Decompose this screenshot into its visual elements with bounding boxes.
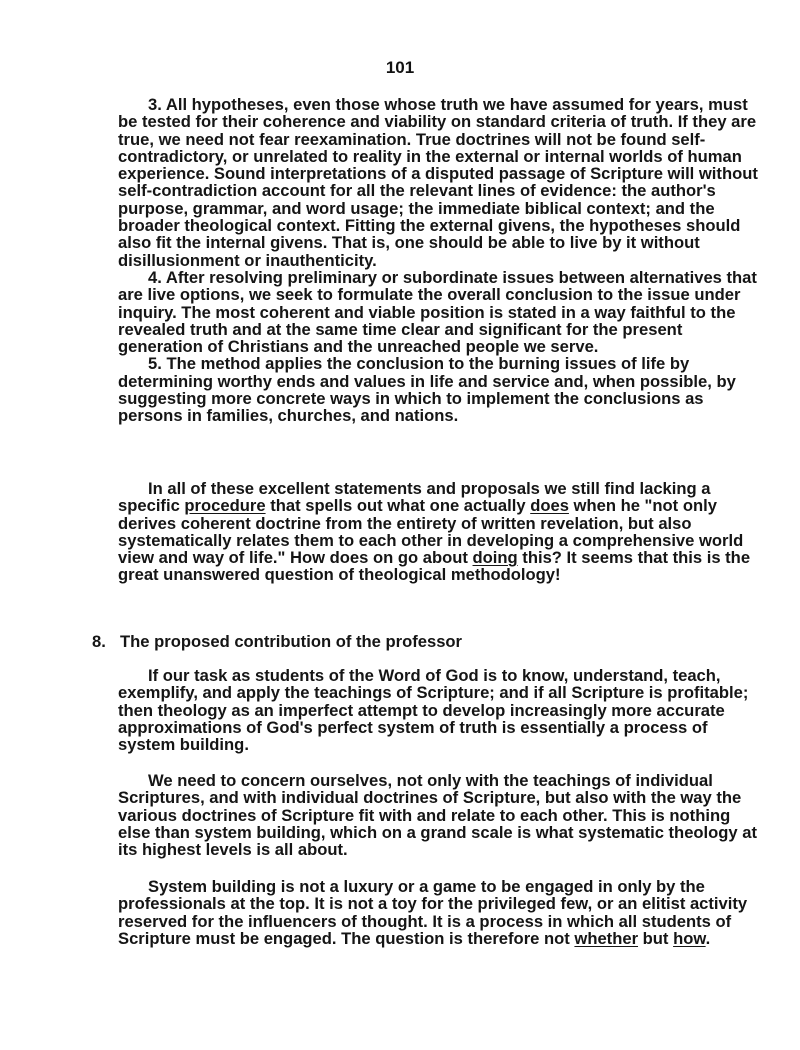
list-item-text: The method applies the conclusion to the burning issues of life by determining worthy ends and values in life and service and, when possible, by suggesting more concrete ways in which to implement the conclusions as persons in families, churches, and nations. xyxy=(118,354,736,426)
list-item-text: After resolving preliminary or subordinate issues between alternatives that are live options, we seek to formulate the overall conclusion to the issue under inquiry. The most coherent and viable position is stated in a way faithful to the revealed truth and at the same time clear and significant for the present generation of Christians and the unreached people we serve. xyxy=(118,267,757,357)
paragraph-methodology xyxy=(118,480,758,584)
paragraph-text xyxy=(118,480,758,584)
numbered-list xyxy=(118,96,758,425)
list-item-number: 3. xyxy=(148,95,162,114)
paragraph-system-building xyxy=(118,878,758,947)
paragraph-task xyxy=(118,667,758,753)
list-item-5 xyxy=(118,355,758,424)
paragraph-text: If our task as students of the Word of God is to know, understand, teach, exemplify, and apply the teachings of Scripture; and if all Scripture is profitable; then theology as an imperfect attempt to develop increasingly more accurate approximations of God's perfect system of truth is essentially a process of system building. xyxy=(118,666,749,755)
paragraph-concern xyxy=(118,772,758,858)
underlined-word-doing: doing xyxy=(472,548,518,568)
list-item-number: 5. xyxy=(148,354,162,374)
section-title: The proposed contribution of the professor xyxy=(120,632,463,651)
text-run: System building is not a luxury or a game to be engaged in only by the professionals at the top. It is not a toy for the privileged few, or an elitist activity reserved for the influencers of thought. It is a process in which all students of Scripture must be engaged. The question is therefore not xyxy=(118,877,748,948)
text-run: In all of these excellent statements and proposals we still find lacking a specific xyxy=(118,479,711,516)
underlined-word-whether: whether xyxy=(574,928,639,948)
list-item-4 xyxy=(118,269,758,355)
section-number: 8. xyxy=(92,632,106,651)
section-heading xyxy=(92,633,752,650)
text-run: . xyxy=(705,928,711,948)
underlined-word-does: does xyxy=(530,496,569,516)
list-item-text: All hypotheses, even those whose truth we have assumed for years, must be tested for their coherence and viability on standard criteria of truth. If they are true, we need not fear reexamination. True doctrines will not be found self-contradictory, or unrelated to reality in the external or internal worlds of human experience. Sound interpretations of a disputed passage of Scripture will without self-contradiction account for all the relevant lines of evidence: the author's purpose, grammar, and word usage; the immediate biblical context; and the broader theological context. Fitting the external givens, the hypotheses should also fit the internal givens. That is, one should be able to live by it without disillusionment or inauthenticity. xyxy=(118,95,758,270)
text-run: this? It seems that this is the great unanswered question of theological methodology! xyxy=(118,548,751,585)
underlined-word-procedure: procedure xyxy=(184,496,266,516)
list-item-3 xyxy=(118,96,758,269)
text-run: that spells out what one actually xyxy=(265,496,531,516)
paragraph-text: We need to concern ourselves, not only with the teachings of individual Scriptures, and with individual doctrines of Scripture, but also with the way the various doctrines of Scripture fit with and relate to each other. This is nothing else than system building, which on a grand scale is what systematic theology at its highest levels is all about. xyxy=(118,771,758,860)
list-item-number: 4. xyxy=(148,267,162,287)
underlined-word-how: how xyxy=(673,928,706,948)
text-run: when he "not only derives coherent doctrine from the entirety of written revelation, but also systematically relates them to each other in developing a comprehensive world view and way of life." How does on go about xyxy=(118,496,744,568)
page-number: 101 xyxy=(385,58,415,77)
text-run: but xyxy=(638,928,674,948)
paragraph-text xyxy=(118,878,758,947)
